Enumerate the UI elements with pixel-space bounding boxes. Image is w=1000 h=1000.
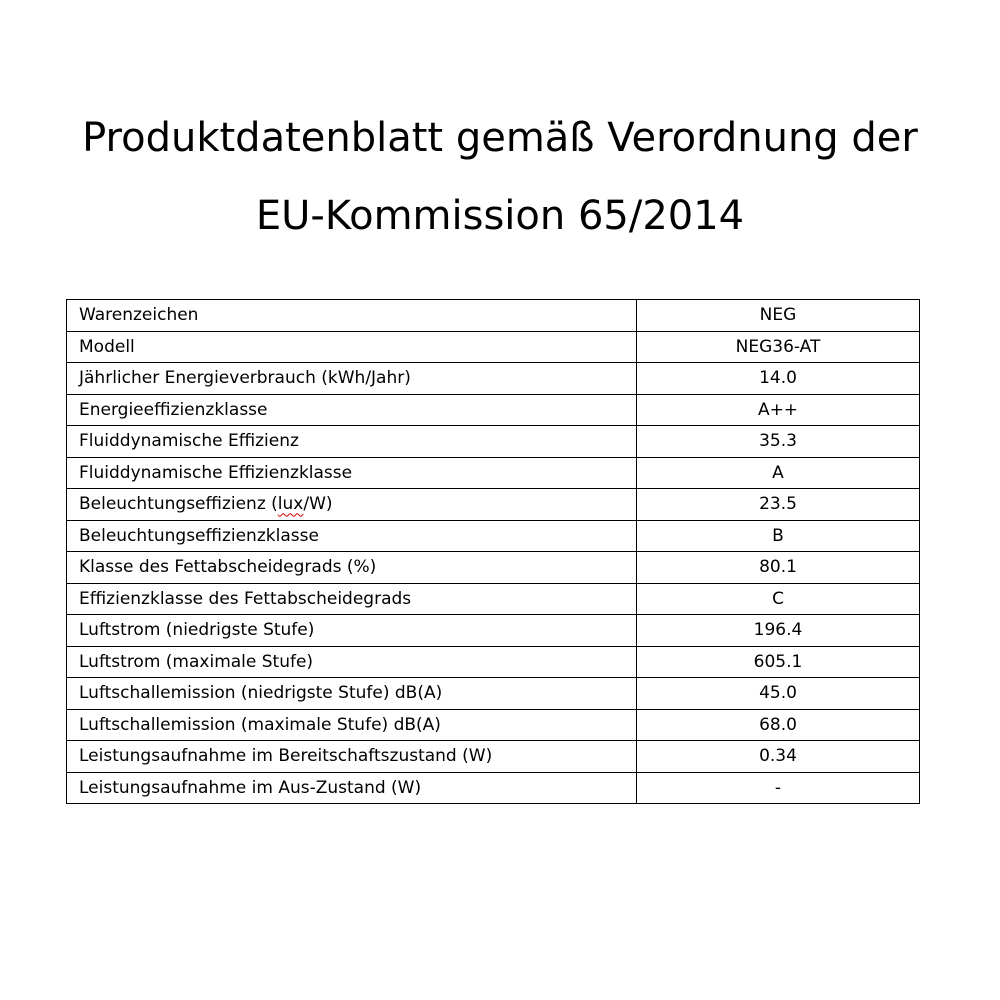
row-value: C [637,583,920,615]
table-row-luftstrom-niedrigste [67,615,920,647]
row-value: 68.0 [637,709,920,741]
row-value: 605.1 [637,646,920,678]
row-label: Beleuchtungseffizienzklasse [67,520,637,552]
row-value: 23.5 [637,489,920,521]
row-label: Luftschallemission (maximale Stufe) dB(A) [67,709,637,741]
row-label: Warenzeichen [67,300,637,332]
table-row-modell [67,331,920,363]
table-row-beleuchtungseffizienzklasse [67,520,920,552]
product-data-table [66,299,920,804]
row-label: Luftschallemission (niedrigste Stufe) dB(A) [67,678,637,710]
table-row-warenzeichen [67,300,920,332]
document-title-line-2: EU-Kommission 65/2014 [255,193,745,239]
table-row-fluiddynamische-effizienz [67,426,920,458]
row-value: - [637,772,920,804]
row-label [67,489,637,521]
table-row-fettabscheidegrad-klasse [67,583,920,615]
row-value: 196.4 [637,615,920,647]
row-label: Leistungsaufnahme im Bereitschaftszustand (W) [67,741,637,773]
table-row-energieeffizienzklasse [67,394,920,426]
row-label-start: Beleuchtungseffizienz ( [79,494,278,515]
row-label: Fluiddynamische Effizienzklasse [67,457,637,489]
row-label: Klasse des Fettabscheidegrads (%) [67,552,637,584]
table-row-luftstrom-maximale [67,646,920,678]
table-row-energieverbrauch [67,363,920,395]
table-row-luftschall-niedrigste [67,678,920,710]
row-value: 35.3 [637,426,920,458]
row-label: Modell [67,331,637,363]
row-label: Effizienzklasse des Fettabscheidegrads [67,583,637,615]
row-label: Luftstrom (maximale Stufe) [67,646,637,678]
spellcheck-marked-word: lux [277,494,304,515]
row-value: A [637,457,920,489]
table-row-aus-zustand [67,772,920,804]
row-label: Luftstrom (niedrigste Stufe) [67,615,637,647]
row-label-end: /W) [303,494,333,515]
row-label: Leistungsaufnahme im Aus-Zustand (W) [67,772,637,804]
row-value: NEG [637,300,920,332]
row-label: Jährlicher Energieverbrauch (kWh/Jahr) [67,363,637,395]
row-value: 80.1 [637,552,920,584]
table-row-fettabscheidegrad [67,552,920,584]
row-value: 0.34 [637,741,920,773]
row-label: Energieeffizienzklasse [67,394,637,426]
row-value: 14.0 [637,363,920,395]
row-value: B [637,520,920,552]
table-row-beleuchtungseffizienz [67,489,920,521]
row-value: 45.0 [637,678,920,710]
row-value: NEG36-AT [637,331,920,363]
row-value: A++ [637,394,920,426]
row-label: Fluiddynamische Effizienz [67,426,637,458]
table-row-bereitschaftszustand [67,741,920,773]
table-row-fluiddynamische-effizienzklasse [67,457,920,489]
document-title-line-1: Produktdatenblatt gemäß Verordnung der [82,115,918,161]
table-row-luftschall-maximale [67,709,920,741]
